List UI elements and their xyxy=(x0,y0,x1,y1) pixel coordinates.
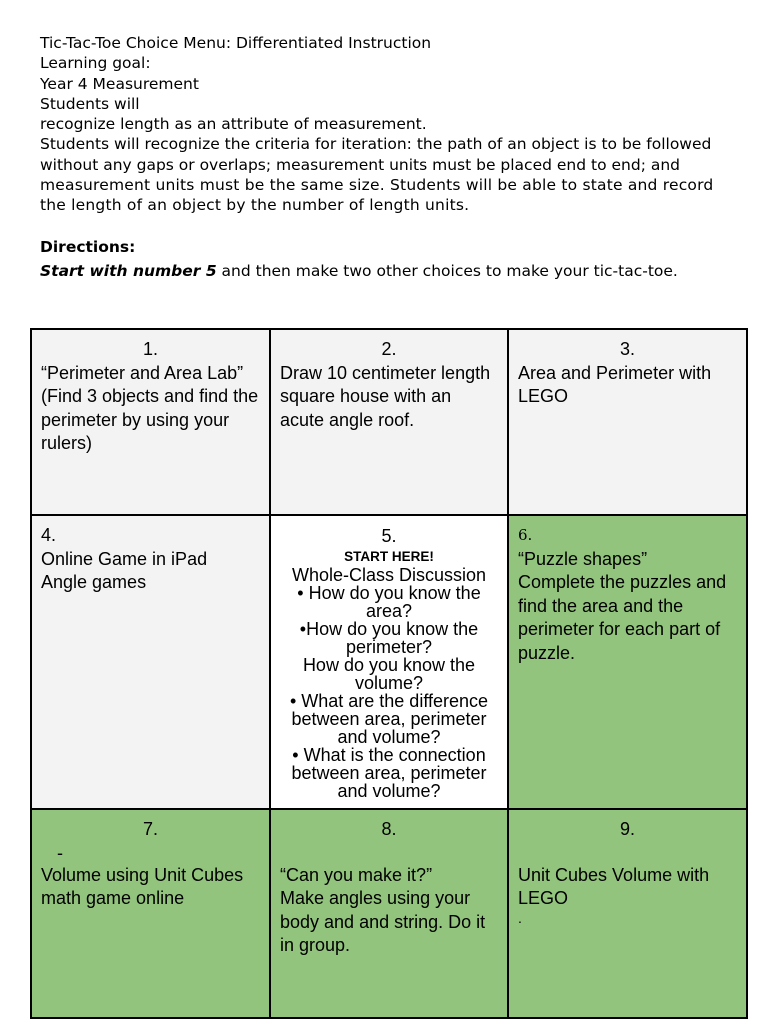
grid-row-1 xyxy=(31,329,747,515)
cell-8-number: 8. xyxy=(381,819,397,839)
criteria-rest-text: measurement units must be the same size. Students will be able to state and record the length of an object by the number of length units. xyxy=(40,176,714,215)
students-will-line: Students will xyxy=(40,94,140,113)
recognize-line: recognize length as an attribute of measurement. xyxy=(40,115,427,134)
cell-4 xyxy=(31,515,270,809)
cell-1-number: 1. xyxy=(142,339,158,359)
intro-section xyxy=(40,33,740,216)
cell-3 xyxy=(508,329,747,515)
cell-9 xyxy=(508,809,747,1018)
cell-9-number: 9. xyxy=(619,819,635,839)
year-line: Year 4 Measurement xyxy=(40,74,199,93)
cell-5 xyxy=(270,515,508,809)
cell-4-line2: Angle games xyxy=(41,572,147,592)
cell-4-number: 4. xyxy=(41,525,57,545)
cell-9-dot: . xyxy=(518,909,522,926)
criteria-text: Students will recognize the criteria for iteration: the path of an object is to be followed without any gaps or overlaps; measurement units must be placed end to end; and xyxy=(40,135,712,174)
cell-7 xyxy=(31,809,270,1018)
cell-5-heading: START HERE! xyxy=(344,549,434,564)
grid-row-2 xyxy=(31,515,747,809)
directions-rest: and then make two other choices to make your tic-tac-toe. xyxy=(216,262,678,280)
cell-8 xyxy=(270,809,508,1018)
directions-section xyxy=(40,235,740,283)
cell-7-dash: - xyxy=(57,842,63,863)
cell-9-text: Unit Cubes Volume with LEGO xyxy=(518,864,710,908)
cell-5-question-1: • How do you know the area? xyxy=(297,583,481,621)
cell-5-subheading: Whole-Class Discussion xyxy=(291,565,487,585)
cell-2 xyxy=(270,329,508,515)
cell-1-text: “Perimeter and Area Lab” (Find 3 objects and find the perimeter by using your rulers) xyxy=(41,362,259,453)
cell-2-number: 2. xyxy=(381,339,397,359)
cell-5-question-3: How do you know the volume? xyxy=(302,655,476,693)
cell-4-line1: Online Game in iPad xyxy=(41,548,208,569)
cell-5-question-4: • What are the difference between area, perimeter and volume? xyxy=(289,691,489,747)
cell-1 xyxy=(31,329,270,515)
cell-3-number: 3. xyxy=(619,339,635,359)
grid-row-3 xyxy=(31,809,747,1018)
cell-6-text: “Puzzle shapes” Complete the puzzles and find the area and the perimeter for each part of puzzle. xyxy=(518,548,727,663)
cell-5-number: 5. xyxy=(381,526,397,546)
directions-label: Directions: xyxy=(40,238,136,256)
learning-goal-label: Learning goal: xyxy=(40,54,151,73)
cell-5-question-5: • What is the connection between area, perimeter and volume? xyxy=(291,745,487,801)
menu-title: Tic-Tac-Toe Choice Menu: Differentiated Instruction xyxy=(40,34,432,52)
cell-3-text: Area and Perimeter with LEGO xyxy=(518,362,712,406)
directions-text xyxy=(40,259,740,283)
choice-grid xyxy=(30,328,748,1019)
cell-7-number: 7. xyxy=(142,819,158,839)
cell-6 xyxy=(508,515,747,809)
directions-start-bold: Start with number 5 xyxy=(40,262,217,280)
cell-2-text: Draw 10 centimeter length square house with an acute angle roof. xyxy=(280,362,491,430)
cell-5-question-2: •How do you know the perimeter? xyxy=(299,619,479,657)
cell-8-text: “Can you make it?” Make angles using your body and and string. Do it in group. xyxy=(280,864,486,955)
cell-6-number: 6. xyxy=(518,526,533,544)
cell-7-text: Volume using Unit Cubes math game online xyxy=(41,864,244,908)
